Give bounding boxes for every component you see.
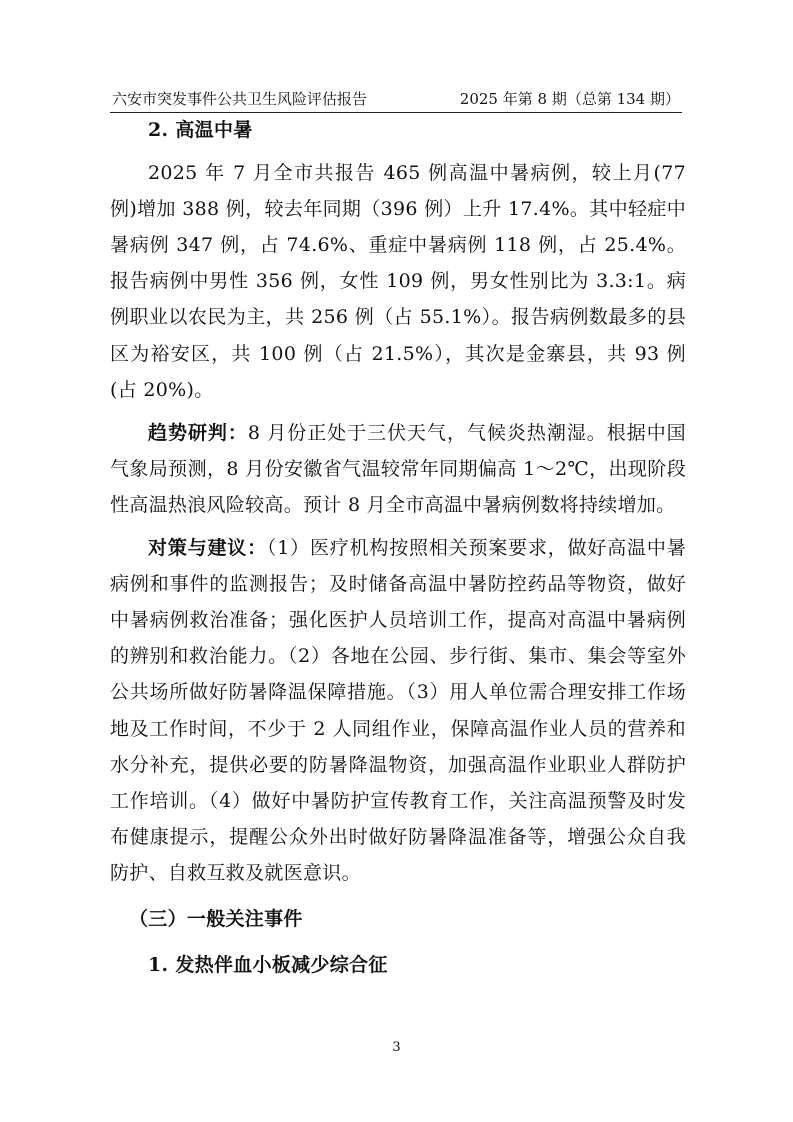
trend-assessment-text: 8 月份正处于三伏天气，气候炎热潮湿。根据中国气象局预测，8 月份安徽省气温较常年同期偏高 1～2℃，出现阶段性高温热浪风险较高。预计 8 月全市高温中暑病例数将持续增加。 bbox=[110, 421, 686, 516]
running-header bbox=[112, 86, 680, 108]
header-issue-number: 2025 年第 8 期（总第 134 期） bbox=[459, 90, 680, 108]
countermeasures-text: （1）医疗机构按照相关预案要求，做好高温中暑病例和事件的监测报告；及时储备高温中暑防控药品等物资，做好中暑病例救治准备；强化医护人员培训工作，提高对高温中暑病例的辨别和救治能力。（2）各地在公园、步行街、集市、集会等室外公共场所做好防暑降温保障措施。（3）用人单位需合理安排工作场地及工作时间，不少于 2 人同组作业，保障高温作业人员的营养和水分补充，提供必要的防暑降温物资，加强高温作业职业人群防护工作培训。（4）做好中暑防护宣传教育工作，关注高温预警及时发布健康提示，提醒公众外出时做好防暑降温准备等，增强公众自我防护、自救互救及就医意识。 bbox=[110, 537, 686, 884]
section-heading-heatstroke: 2. 高温中暑 bbox=[148, 119, 253, 141]
section-heading-sfts: 1. 发热伴血小板减少综合征 bbox=[148, 954, 388, 977]
heatstroke-statistics-paragraph: 2025 年 7 月全市共报告 465 例高温中暑病例，较上月(77 例)增加 388 例，较去年同期（396 例）上升 17.4%。其中轻症中暑病例 347 例，占 74.6%、重症中暑病例 118 例，占 25.4%。报告病例中男性 356 例，女性 109 例，男女性别比为 3.3:1。病例职业以农民为主，共 256 例（占 55.1%）。报告病例数最多的县区为裕安区，共 100 例（占 21.5%），其次是金寨县，共 93 例(占 20%)。 bbox=[110, 162, 686, 401]
header-report-title: 六安市突发事件公共卫生风险评估报告 bbox=[112, 90, 368, 108]
section-heading-general-events: （三）一般关注事件 bbox=[129, 907, 303, 930]
page-number: 3 bbox=[392, 1040, 401, 1055]
trend-assessment-paragraph bbox=[110, 415, 686, 523]
body-text bbox=[110, 112, 686, 983]
trend-assessment-label: 趋势研判： bbox=[148, 421, 248, 444]
countermeasures-paragraph bbox=[110, 530, 686, 891]
countermeasures-label: 对策与建议： bbox=[148, 537, 267, 560]
